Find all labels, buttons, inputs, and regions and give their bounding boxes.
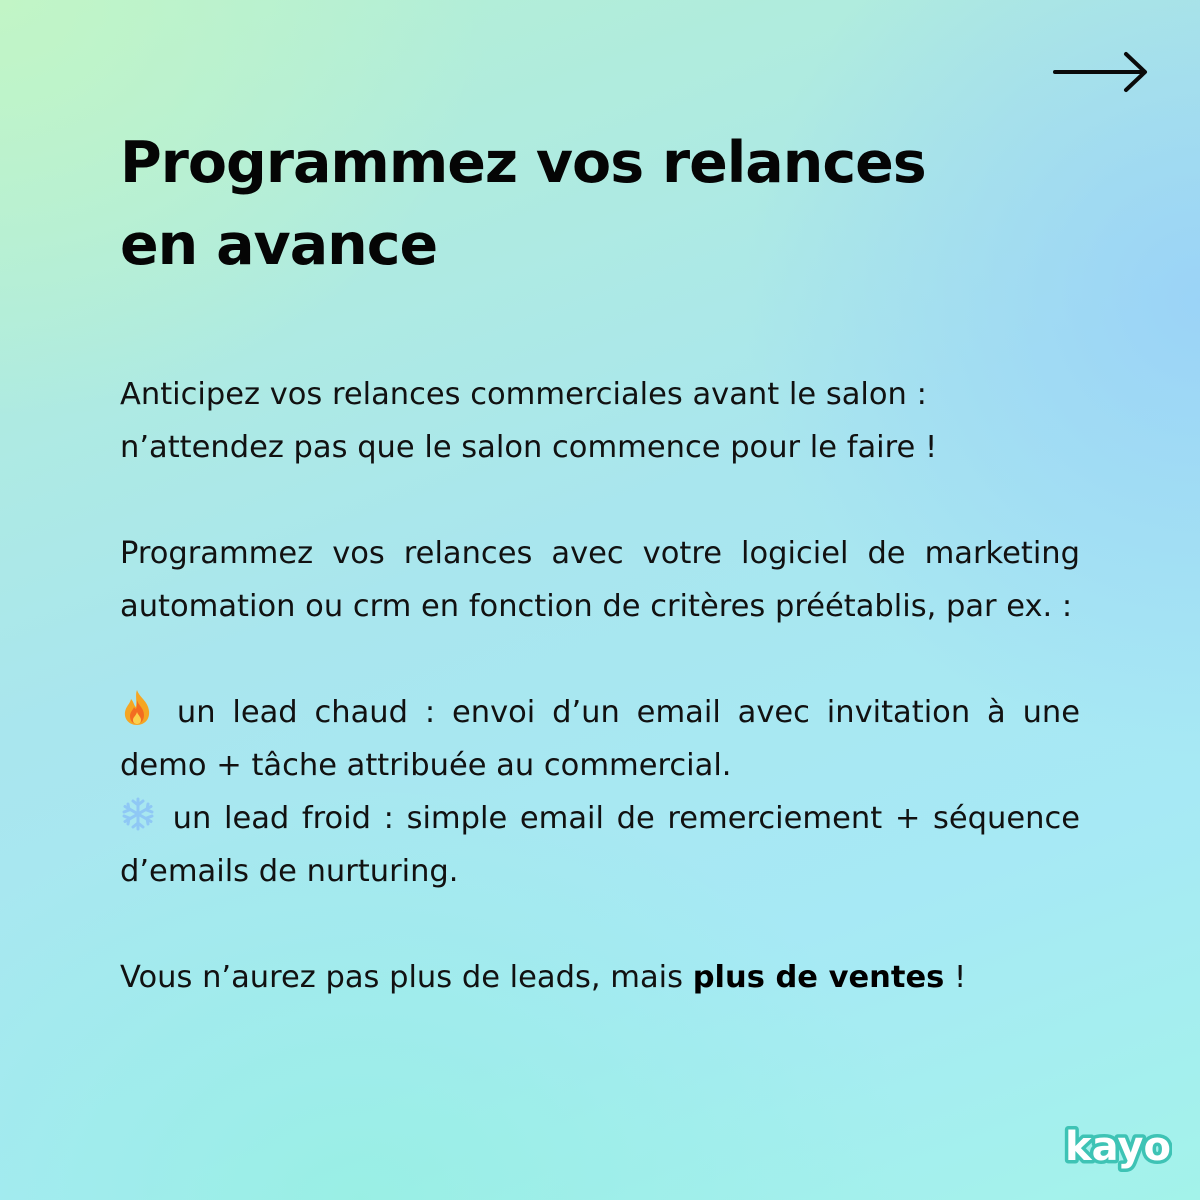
arrow-right-icon[interactable]	[1052, 50, 1150, 94]
closing-prefix: Vous n’aurez pas plus de leads, mais	[120, 960, 693, 995]
closing-line	[120, 951, 1080, 1004]
title-line-1: Programmez vos relances	[120, 130, 926, 196]
bullet-cold-lead-text: un lead froid : simple email de remerciement + séquence d’emails de nurturing.	[120, 801, 1080, 889]
intro-line-2: n’attendez pas que le salon commence pour le faire !	[120, 430, 938, 465]
closing-emphasis: plus de ventes	[692, 960, 945, 995]
body-text	[120, 368, 1080, 1004]
snowflake-icon	[120, 796, 160, 832]
bullet-hot-lead	[120, 686, 1080, 792]
fire-icon	[120, 688, 160, 726]
page-title	[120, 122, 1100, 286]
title-line-2: en avance	[120, 212, 438, 278]
kayo-logo-text: kayo	[1065, 1124, 1171, 1170]
intro-line-1: Anticipez vos relances commerciales avant le salon :	[120, 377, 927, 412]
kayo-logo	[1064, 1124, 1172, 1172]
paragraph-automation: Programmez vos relances avec votre logiciel de marketing automation ou crm en fonction de critères préétablis, par ex. :	[120, 536, 1080, 624]
bullet-cold-lead	[120, 792, 1080, 898]
closing-suffix: !	[944, 960, 967, 995]
bullet-hot-lead-text: un lead chaud : envoi d’un email avec invitation à une demo + tâche attribuée au commercial.	[120, 695, 1080, 783]
